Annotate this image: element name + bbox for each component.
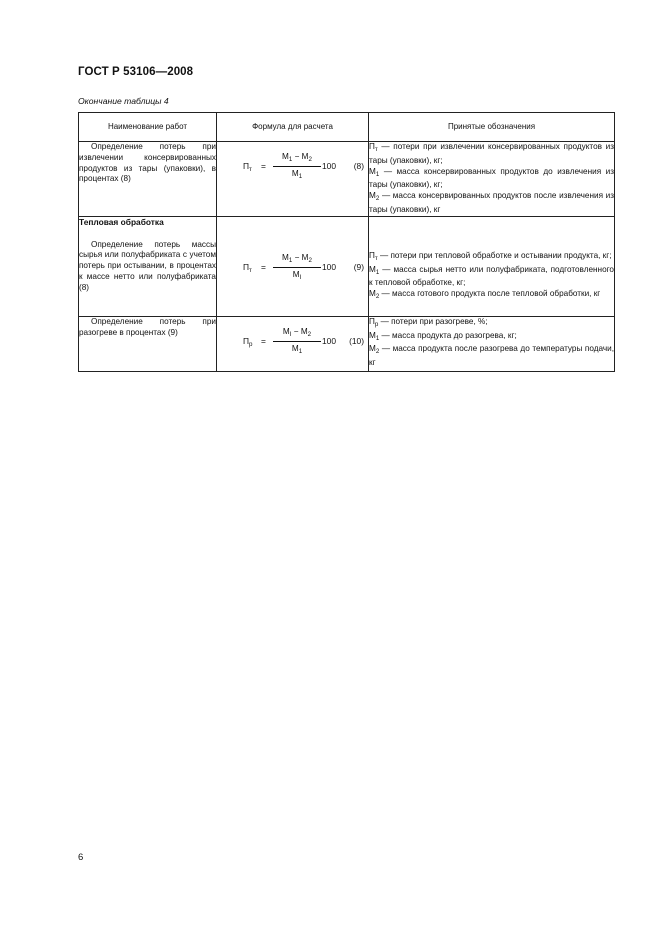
work-name-cell xyxy=(79,216,217,316)
formula-lhs: $П_т$ xyxy=(243,161,252,173)
formula-cell xyxy=(217,316,369,371)
work-name: Определение потерь при разогреве в процентах (9) xyxy=(79,316,216,337)
formula-multiplier: 100 xyxy=(322,161,336,171)
formula-equals: = xyxy=(261,161,266,171)
formula-multiplier: 100 xyxy=(322,335,336,346)
notation-line: $П_р$ — потери при разогреве, %; xyxy=(369,316,488,328)
notation-line: $М_2$ — масса готового продукта после тепловой обработки, кг xyxy=(369,289,601,301)
column-header-notation: Принятые обозначения xyxy=(369,113,615,142)
notation-line: $П_т$ — потери при извлечении консервированных продуктов из тары (упаковки), кг; xyxy=(369,142,614,165)
notation-line: $П_т$ — потери при тепловой обработке и остывании продукта, кг; xyxy=(369,250,612,262)
formula-denominator: $M_1$ xyxy=(291,343,303,355)
table-header-row xyxy=(79,113,615,142)
formula-cell xyxy=(217,142,369,217)
notation-line: $М_1$ — масса консервированных продуктов до извлечения из тары (упаковки), кг; xyxy=(369,166,614,190)
work-name-cell xyxy=(79,316,217,371)
column-header-name: Наименование работ xyxy=(79,113,217,142)
formula-numerator: $M_1 - M_2$ xyxy=(282,152,312,163)
table-row xyxy=(79,142,615,217)
work-name: Определение потерь массы сырья или полуфабриката с учетом потерь при остывании, в процентах к массе нетто или полуфабриката (8) xyxy=(79,239,216,292)
formula-equals: = xyxy=(261,335,266,346)
formula-lhs: $П_р$ xyxy=(243,335,253,348)
fraction-bar xyxy=(273,166,321,167)
formula xyxy=(217,325,368,359)
notation-line: $М_2$ — масса продукта после разогрева до температуры подачи, кг xyxy=(369,344,614,368)
formula-number: (10) xyxy=(349,335,364,346)
table-row xyxy=(79,316,615,371)
notation-line: $М_1$ — масса продукта до разогрева, кг; xyxy=(369,330,517,342)
notation-line: $М_2$ — масса консервированных продуктов после извлечения из тары (упаковки), кг xyxy=(369,191,614,214)
page-number: 6 xyxy=(78,852,84,863)
section-heading: Тепловая обработка xyxy=(79,216,164,227)
notation-cell xyxy=(369,142,615,217)
formula-numerator: $M_I - M_2$ xyxy=(282,326,312,338)
formula-denominator: $M_1$ xyxy=(291,169,303,180)
fraction-bar xyxy=(273,341,321,342)
formula-lhs: $П_т$ xyxy=(243,261,252,274)
formula xyxy=(217,150,368,184)
column-header-formula: Формула для расчета xyxy=(217,113,369,142)
table-caption: Окончание таблицы 4 xyxy=(78,96,169,106)
formula xyxy=(217,251,368,285)
formula-number: (8) xyxy=(353,161,364,171)
notation-cell xyxy=(369,216,615,316)
table-row xyxy=(79,216,615,316)
work-name: Определение потерь при извлечении консервированных продуктов из тары (упаковки), в процентах (8) xyxy=(79,142,216,184)
formula-cell xyxy=(217,216,369,316)
formula-table xyxy=(78,112,615,372)
work-name-cell xyxy=(79,142,217,217)
formula-equals: = xyxy=(261,261,266,272)
formula-number: (9) xyxy=(353,261,364,272)
formula-multiplier: 100 xyxy=(322,261,336,272)
notation-line: $М_1$ — масса сырья нетто или полуфабриката, подготовленного к тепловой обработке, кг; xyxy=(369,264,614,288)
standard-title: ГОСТ Р 53106—2008 xyxy=(78,66,194,78)
fraction-bar xyxy=(273,267,321,268)
formula-denominator: $M_I$ xyxy=(292,269,302,281)
formula-numerator: $M_1 - M_2$ xyxy=(282,252,312,264)
notation-cell xyxy=(369,316,615,371)
